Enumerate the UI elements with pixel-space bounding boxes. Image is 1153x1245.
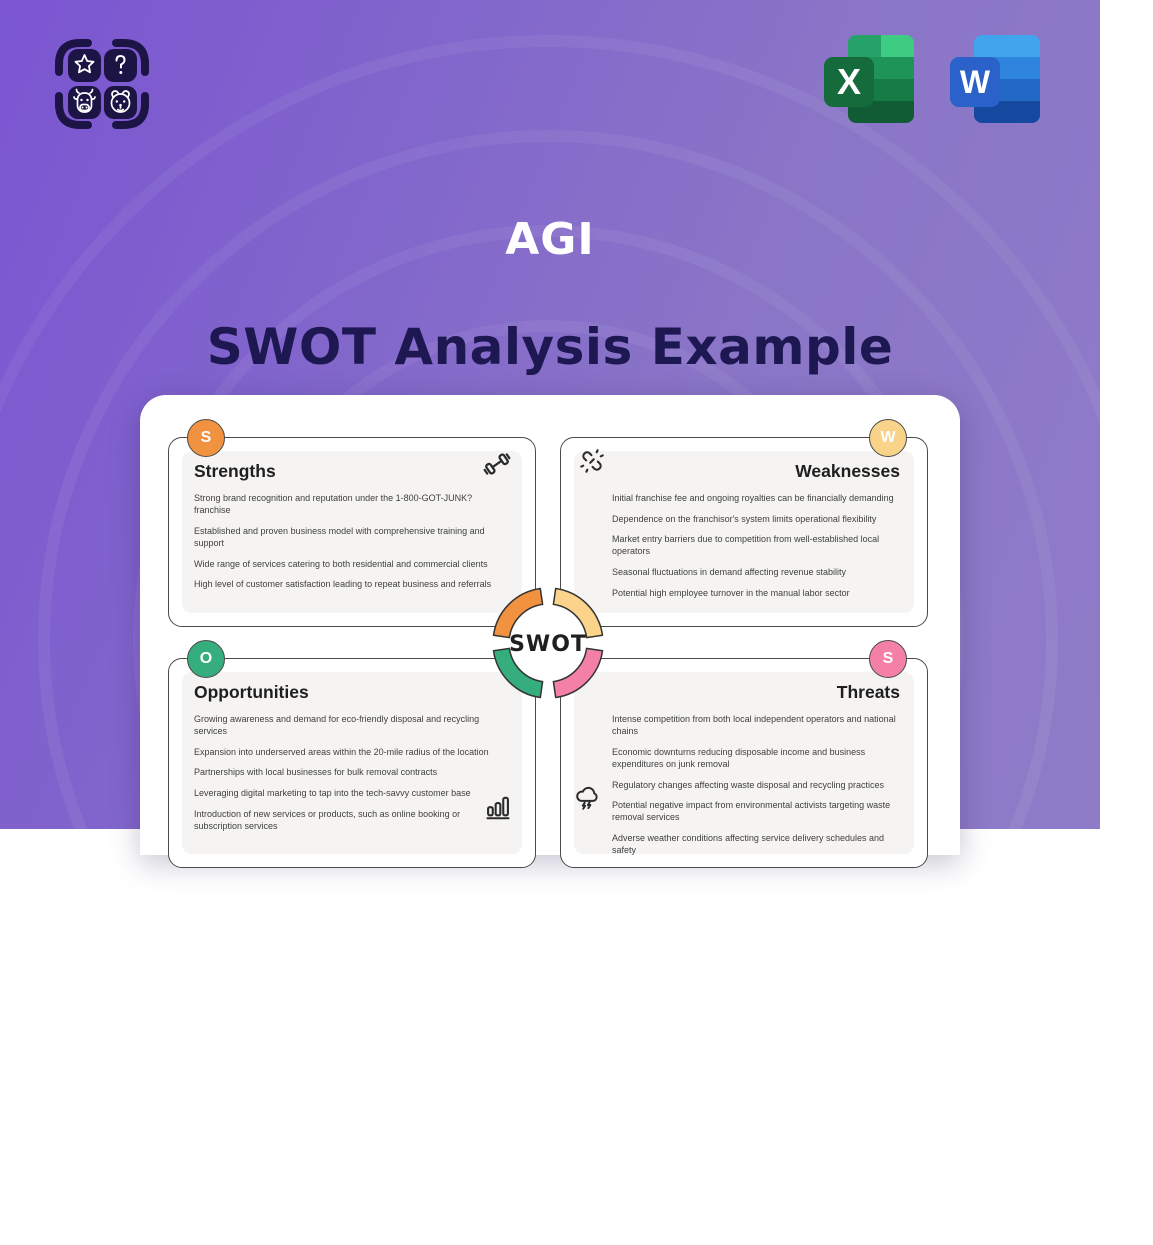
weaknesses-panel (574, 451, 914, 613)
word-icon[interactable] (948, 33, 1048, 125)
weaknesses-item: Seasonal fluctuations in demand affecting revenue stability (612, 567, 846, 578)
weaknesses-title: Weaknesses (795, 461, 900, 481)
broken-link-icon (578, 447, 608, 477)
opportunities-badge: O (187, 640, 225, 678)
strengths-quadrant (168, 429, 536, 627)
weaknesses-badge: W (869, 419, 907, 457)
excel-letter: X (836, 61, 862, 102)
dog-icon (104, 86, 137, 119)
threats-quadrant (560, 650, 928, 868)
strengths-item: High level of customer satisfaction leading to repeat business and referrals (194, 579, 492, 590)
opportunities-item: Introduction of new services or products, such as online booking or subscription services (194, 808, 461, 831)
swot-card (140, 395, 960, 855)
strengths-item: Strong brand recognition and reputation under the 1-800-GOT-JUNK? franchise (194, 493, 473, 516)
threats-item: Adverse weather conditions affecting service delivery schedules and safety (612, 832, 884, 856)
threats-item: Economic downturns reducing disposable income and business expenditures on junk removal (612, 746, 866, 769)
threats-title: Threats (836, 682, 900, 702)
opportunities-item: Leveraging digital marketing to tap into the tech-savvy customer base (194, 788, 471, 799)
word-letter: W (959, 64, 991, 100)
question-mark-icon (104, 49, 137, 82)
strengths-title: Strengths (194, 461, 276, 481)
star-icon (68, 49, 101, 82)
strengths-badge: S (187, 419, 225, 457)
swot-center-hub (486, 581, 610, 705)
opportunities-panel (182, 672, 522, 854)
threats-panel (574, 672, 914, 854)
weaknesses-item: Market entry barriers due to competition from well-established local operators (612, 534, 880, 557)
excel-icon[interactable] (822, 33, 922, 125)
threats-item: Potential negative impact from environmental activists targeting waste removal services (612, 800, 891, 823)
weaknesses-item: Potential high employee turnover in the manual labor sector (612, 587, 850, 598)
opportunities-item: Expansion into underserved areas within the 20-mile radius of the location (194, 746, 489, 757)
opportunities-item: Partnerships with local businesses for bulk removal contracts (194, 767, 438, 778)
weaknesses-item: Initial franchise fee and ongoing royalties can be financially demanding (612, 493, 894, 503)
bar-chart-icon (484, 792, 514, 822)
export-format-icons (822, 33, 1048, 125)
dumbbell-icon (482, 449, 512, 479)
threats-item: Intense competition from both local independent operators and national chains (612, 714, 896, 737)
page-title: SWOT Analysis Example (206, 318, 894, 376)
cow-icon (68, 86, 101, 119)
strengths-item: Wide range of services catering to both residential and commercial clients (194, 558, 488, 569)
opportunities-quadrant (168, 650, 536, 868)
strengths-item: Established and proven business model with comprehensive training and support (194, 525, 485, 548)
threats-badge: S (869, 640, 907, 678)
page-subtitle: AGI (505, 214, 595, 265)
app-logo[interactable] (54, 38, 150, 130)
weaknesses-item: Dependence on the franchisor's system limits operational flexibility (612, 513, 877, 524)
threats-item: Regulatory changes affecting waste disposal and recycling practices (612, 779, 884, 790)
storm-cloud-icon (574, 784, 604, 814)
weaknesses-quadrant (560, 429, 928, 627)
opportunities-item: Growing awareness and demand for eco-friendly disposal and recycling services (194, 714, 480, 737)
strengths-panel (182, 451, 522, 613)
opportunities-title: Opportunities (194, 682, 309, 702)
hub-label: SWOT (509, 632, 587, 657)
